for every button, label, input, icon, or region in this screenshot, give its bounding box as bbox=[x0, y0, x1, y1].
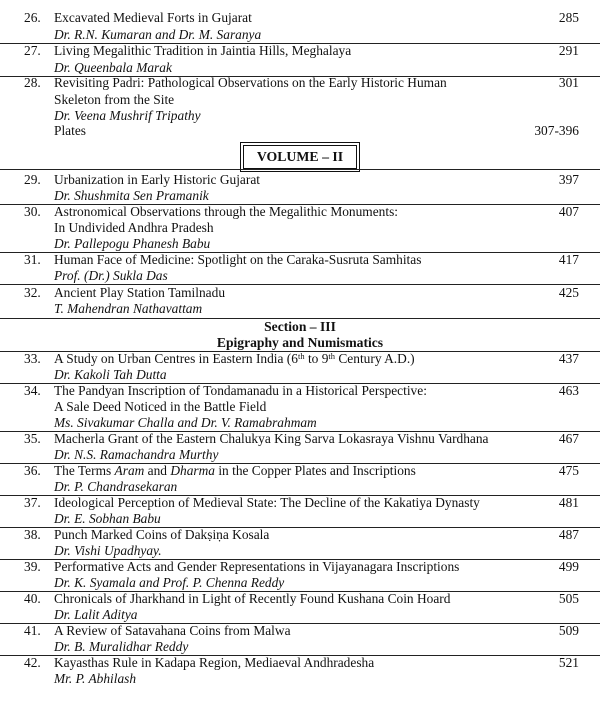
entry-page: 475 bbox=[558, 463, 579, 478]
title-part: in the Copper Plates and Inscriptions bbox=[214, 463, 416, 478]
entry-number: 29. bbox=[24, 172, 41, 187]
entry-number: 28. bbox=[24, 75, 41, 90]
title-part: Century A.D.) bbox=[335, 351, 415, 366]
toc-entry-28 bbox=[0, 74, 600, 92]
entry-page: 467 bbox=[558, 431, 579, 446]
entry-title: Excavated Medieval Forts in Gujarat bbox=[54, 10, 252, 25]
entry-author: Prof. (Dr.) Sukla Das bbox=[54, 268, 168, 283]
ordinal-superscript: th bbox=[328, 351, 336, 361]
entry-author: T. Mahendran Nathavattam bbox=[54, 301, 203, 316]
title-part: The Terms bbox=[54, 463, 115, 478]
entry-page: 291 bbox=[558, 43, 579, 58]
entry-author: Dr. Shushmita Sen Pramanik bbox=[54, 188, 209, 203]
entry-page: 499 bbox=[558, 559, 579, 574]
entry-number: 30. bbox=[24, 204, 41, 219]
entry-page: 285 bbox=[558, 10, 579, 25]
toc-entry-27 bbox=[0, 42, 600, 60]
entry-title-continued: A Sale Deed Noticed in the Battle Field bbox=[54, 399, 267, 414]
entry-number: 33. bbox=[24, 351, 41, 366]
entry-author: Dr. B. Muralidhar Reddy bbox=[54, 639, 189, 654]
entry-page: 417 bbox=[558, 252, 579, 267]
title-part: to 9 bbox=[304, 351, 329, 366]
section-heading: Section – III bbox=[264, 319, 336, 334]
title-part: and bbox=[144, 463, 171, 478]
entry-page: 481 bbox=[558, 495, 579, 510]
entry-number: 34. bbox=[24, 383, 41, 398]
divider bbox=[0, 169, 600, 170]
entry-author: Ms. Sivakumar Challa and Dr. V. Ramabrahmam bbox=[54, 415, 317, 430]
plates-page: 307-396 bbox=[534, 123, 579, 138]
entry-title: The Pandyan Inscription of Tondamanadu in a Historical Perspective: bbox=[54, 383, 427, 398]
plates-label: Plates bbox=[54, 123, 86, 138]
entry-title: Macherla Grant of the Eastern Chalukya King Sarva Lokasraya Vishnu Vardhana bbox=[54, 431, 489, 446]
entry-page: 397 bbox=[558, 172, 579, 187]
entry-title: Kayasthas Rule in Kadapa Region, Mediaeval Andhradesha bbox=[54, 655, 375, 670]
entry-author: Dr. Kakoli Tah Dutta bbox=[54, 367, 167, 382]
ordinal-superscript: th bbox=[297, 351, 305, 361]
entry-number: 41. bbox=[24, 623, 41, 638]
entry-number: 39. bbox=[24, 559, 41, 574]
entry-title: Astronomical Observations through the Megalithic Monuments: bbox=[54, 204, 399, 219]
entry-title: A Review of Satavahana Coins from Malwa bbox=[54, 623, 291, 638]
toc-author-42 bbox=[0, 670, 600, 688]
entry-title: Living Megalithic Tradition in Jaintia Hills, Meghalaya bbox=[54, 43, 352, 58]
entry-page: 425 bbox=[558, 285, 579, 300]
italic-term: Dharma bbox=[170, 463, 215, 478]
entry-author: Dr. K. Syamala and Prof. P. Chenna Reddy bbox=[54, 575, 285, 590]
entry-title: Chronicals of Jharkhand in Light of Recently Found Kushana Coin Hoard bbox=[54, 591, 451, 606]
entry-page: 505 bbox=[558, 591, 579, 606]
toc-author-31 bbox=[0, 267, 600, 285]
entry-title: Ideological Perception of Medieval State: The Decline of the Kakatiya Dynasty bbox=[54, 495, 480, 510]
title-part: A Study on Urban Centres in Eastern India (6 bbox=[54, 351, 298, 366]
volume-heading: VOLUME – II bbox=[243, 145, 357, 169]
entry-page: 407 bbox=[558, 204, 579, 219]
entry-author: Dr. Lalit Aditya bbox=[54, 607, 138, 622]
entry-author: Dr. P. Chandrasekaran bbox=[54, 479, 178, 494]
entry-page: 437 bbox=[558, 351, 579, 366]
entry-number: 40. bbox=[24, 591, 41, 606]
entry-title: Punch Marked Coins of Dakṣiṇa Kosala bbox=[54, 527, 270, 542]
entry-author: Dr. N.S. Ramachandra Murthy bbox=[54, 447, 219, 462]
entry-author: Dr. Pallepogu Phanesh Babu bbox=[54, 236, 211, 251]
toc-author-32 bbox=[0, 300, 600, 318]
entry-page: 509 bbox=[558, 623, 579, 638]
entry-page: 521 bbox=[558, 655, 579, 670]
entry-author: Dr. R.N. Kumaran and Dr. M. Saranya bbox=[54, 27, 262, 42]
entry-title: Ancient Play Station Tamilnadu bbox=[54, 285, 226, 300]
entry-number: 36. bbox=[24, 463, 41, 478]
entry-number: 42. bbox=[24, 655, 41, 670]
section-subheading: Epigraphy and Numismatics bbox=[216, 335, 384, 350]
entry-number: 38. bbox=[24, 527, 41, 542]
entry-page: 463 bbox=[558, 383, 579, 398]
entry-author: Mr. P. Abhilash bbox=[54, 671, 137, 686]
entry-number: 37. bbox=[24, 495, 41, 510]
entry-number: 31. bbox=[24, 252, 41, 267]
toc-entry-26 bbox=[0, 9, 600, 27]
entry-author: Dr. Queenbala Marak bbox=[54, 60, 172, 75]
entry-title: Urbanization in Early Historic Gujarat bbox=[54, 172, 260, 187]
entry-title: Performative Acts and Gender Representations in Vijayanagara Inscriptions bbox=[54, 559, 460, 574]
entry-number: 32. bbox=[24, 285, 41, 300]
entry-number: 35. bbox=[24, 431, 41, 446]
entry-author: Dr. Vishi Upadhyay. bbox=[54, 543, 162, 558]
entry-number: 26. bbox=[24, 10, 41, 25]
entry-title-continued: Skeleton from the Site bbox=[54, 92, 175, 107]
entry-author: Dr. Veena Mushrif Tripathy bbox=[54, 108, 201, 123]
entry-title: Revisiting Padri: Pathological Observations on the Early Historic Human bbox=[54, 75, 447, 90]
italic-term: Aram bbox=[114, 463, 145, 478]
plates-entry bbox=[0, 122, 600, 140]
entry-title: Human Face of Medicine: Spotlight on the Caraka-Susruta Samhitas bbox=[54, 252, 422, 267]
entry-number: 27. bbox=[24, 43, 41, 58]
entry-page: 301 bbox=[558, 75, 579, 90]
entry-author: Dr. E. Sobhan Babu bbox=[54, 511, 161, 526]
entry-title-continued: In Undivided Andhra Pradesh bbox=[54, 220, 214, 235]
entry-page: 487 bbox=[558, 527, 579, 542]
